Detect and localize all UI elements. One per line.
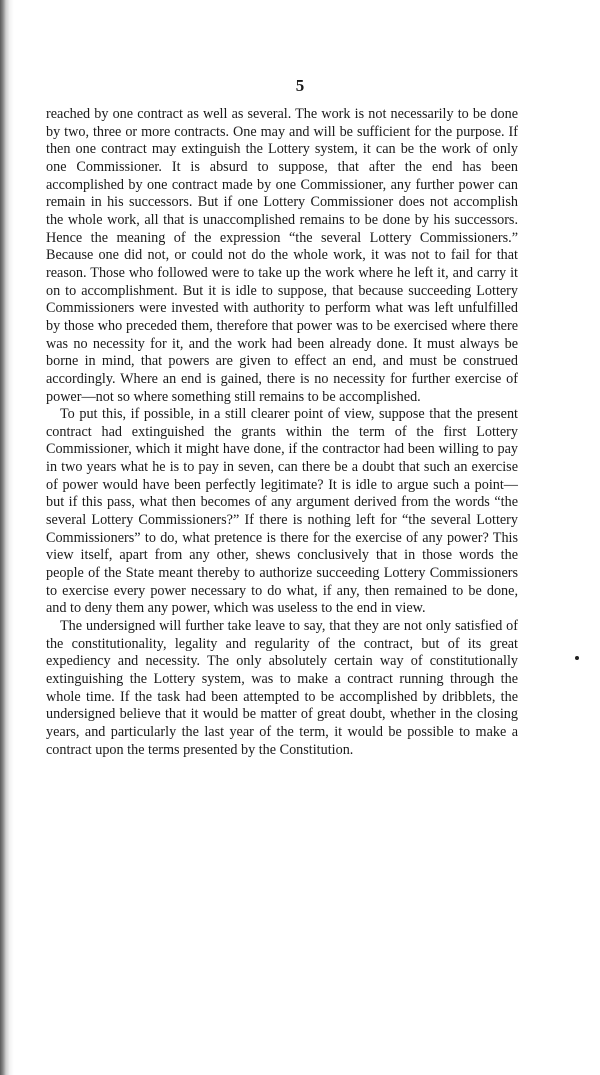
paragraph-2: To put this, if possible, in a still clearer point of view, suppose that the present contract had extinguished the grants within the term of the first Lottery Commissioner, which it might have done, if the contractor had been willing to pay in two years what he is to pay in seven, can there be a doubt that such an exercise of power would have been perfectly legitimate? It is idle to argue such a point—but if this pass, what then becomes of any argument derived from the words “the several Lottery Commissioners?” If there is nothing left for “the several Lottery Commissioners” to do, what pretence is there for the exercise of any power? This view itself, apart from any other, shews conclusively that in those words the people of the State meant thereby to authorize succeeding Lottery Commissioners to exercise every power necessary to do what, if any, then remained to be done, and to deny them any power, which was useless to the end in view. [46, 406, 518, 617]
page-binding-edge [0, 0, 14, 1075]
page-number: 5 [295, 76, 305, 95]
page-body [46, 106, 518, 759]
paragraph-3: The undersigned will further take leave to say, that they are not only satisfied of the constitutionality, legality and regularity of the contract, but of its great expediency and necessity. The only absolutely certain way of constitutionally extinguishing the Lottery system, was to make a contract running through the whole time. If the task had been attempted to be accomplished by dribblets, the undersigned believe that it would be matter of great doubt, whether in the closing years, and particularly the last year of the term, it would be possible to make a contract upon the terms presented by the Constitution. [46, 618, 518, 758]
stray-ink-mark [575, 656, 579, 660]
paragraph-1: reached by one contract as well as several. The work is not necessarily to be done by two, three or more contracts. One may and will be sufficient for the purpose. If then one contract may extinguish the Lottery system, it can be the work of only one Commissioner. It is absurd to suppose, that after the end has been accomplished by one contract made by one Commissioner, any further power can remain in his successors. But if one Lottery Commissioner does not accomplish the whole work, all that is unaccomplished remains to be done by his successors. Hence the meaning of the expression “the several Lottery Commissioners.” Because one did not, or could not do the whole work, it was not to fail for that reason. Those who followed were to take up the work where he left it, and carry it on to accomplishment. But it is idle to suppose, that because succeeding Lottery Commissioners were invested with authority to perform what was left unfulfilled by those who preceded them, therefore that power was to be exercised where there was no necessity for it, and the work had been already done. It must always be borne in mind, that powers are given to effect an end, and must be construed accordingly. Where an end is gained, there is no necessity for further exercise of power—not so where something still remains to be accomplished. [46, 106, 518, 405]
